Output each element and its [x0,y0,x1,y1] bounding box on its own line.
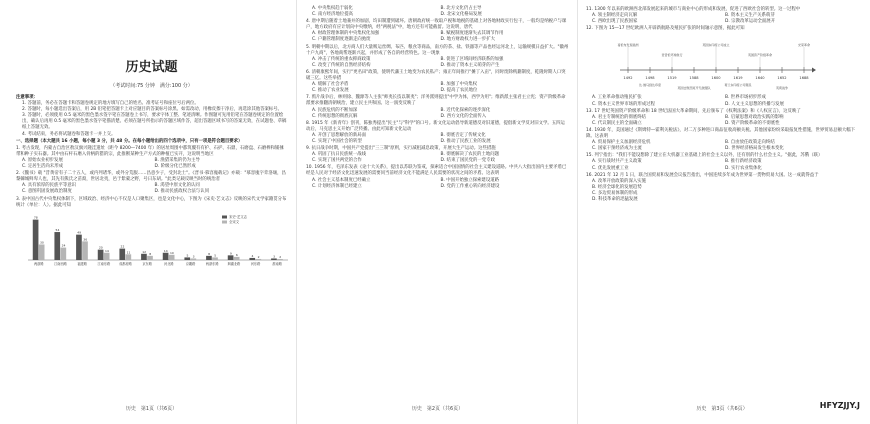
option: D. 推动民族政权合法与认同 [154,189,209,195]
timeline-year: 1619 [733,76,743,81]
option: A. 君主专制统治的彻底终结 [592,114,647,120]
question-4: 4. 唐中期后随着土地兼并的加剧，均田制遭到破坏。唐朝政府统一收取户税和地税的基础上对各地财政实行包干，一般均是纳税户与课户，地方政府有应计划向中央缴纳，经"两税法"中，地方还有可能截留。这说明，唐代 [306,19,567,31]
option: D. 北宋文化格局发展 [440,12,482,18]
bar [277,259,283,260]
option: B. 资本主义生产关系萌芽 [725,13,775,19]
bar [61,247,67,259]
option: A. 财政管理体制的中央集权化加强 [312,31,380,37]
bar [104,252,110,259]
timeline-event: 英国东印度公司成立 [702,43,730,48]
tick-label: 两浙路 [34,261,44,266]
timeline-arrow [812,68,816,73]
question-16: 16. 2021 年 12 月 1 日，联合国贸易和发展会议报告指出，中国连续多年成为世界第一货物贸易大国。这一成就得益于 [586,172,819,178]
option: D. 推动了资本主义萌芽的产生 [440,62,500,68]
data-label: 5 [214,253,217,258]
tick-label: 江南东路 [97,261,111,266]
legend-entry: 全宋文 [229,219,240,224]
question-5: 5. 明朝中期以后，北方商人们大量贩运丝绸、布匹、粮食等商品，南方的茶、盐、铁器等产品也经运河北上，运输规模日益扩大。"徽州十户九商"，各地商帮逐渐兴起，并形成了各自的经营特色。这一现象 [306,44,569,56]
bar [76,234,82,259]
bar [234,257,240,260]
data-label: 30 [39,240,44,245]
option: B. 彻底否定了传统文化 [440,132,486,138]
option: C. 西欧出现了民族国家 [592,19,638,25]
option: D. 推动了民族工业的发展 [440,138,491,144]
data-label: 54 [55,227,60,232]
option: D. 人文主义思想的传播与发展 [725,101,784,107]
tick-label: 淮南路 [272,261,282,266]
data-label: 8 [208,251,211,256]
page-footer: 历史 第1页（共6页） [125,406,178,412]
question-2: 2.《魏书》载 "昔黄帝有子二十五人，或内列诸华，或外分荒服……昌意少子，受封北土"。《晋书·慕容廆载记》亦载："慕容廆字弈洛瓌，昌黎棘城鲜卑人也，其先有熊氏之苗裔，世居北夷，邑于紫蒙之野，号曰东胡。"此类记载反映当时的统治者 [16,171,286,183]
page-2 [300,0,575,424]
page-divider [577,0,578,424]
options [586,166,858,172]
option: B. 推行新经济政策 [725,159,762,165]
question-12: 12. 下图为 15—17 世纪欧洲人开辟新航路及殖民扩张的时间轴示意图，据此可知 [586,26,745,32]
timeline-year: 1492 [623,76,633,81]
page-3 [580,0,864,424]
tick-label: 京东路 [142,261,152,266]
bar [39,244,45,260]
option: C. 改变了传统的自然经济结构 [312,62,371,68]
bar [98,249,104,259]
option: D. 结束了国民党的一党专政 [440,158,495,164]
option: D. 科技革命的迅猛发展 [592,196,638,202]
data-label: 12 [142,249,147,254]
options [306,139,569,145]
option: B. 中国开始独立探索建设道路 [440,177,499,183]
data-label: 10 [169,250,174,255]
question-6: 6. 清朝康熙年间，实行"更名田"政策，使明代藩王土地变为农民私产；雍正年间推行"摊丁入亩"，同时废除贱籍制度，乾隆时期人口突破三亿。这些举措 [306,69,566,82]
option: B. 世界市场初步形成 [725,95,766,101]
option: C. 计划经济体制已经建立 [312,183,362,189]
exam-code: HFYZJJY.J [819,401,860,410]
option: C. 代议制民主的全面确立 [592,120,642,126]
tick-label: 河东路 [250,261,261,266]
option: A. 工业革命推动殖民扩张 [592,95,642,101]
exam-subtitle: （考试时间:75 分钟 满分:100 分） [110,83,193,89]
notes-title: 注意事项： [16,95,38,100]
page-1 [10,0,293,424]
bar [119,248,125,259]
timeline-event: 哥伦布发现美洲 [617,43,639,48]
options [306,37,569,43]
tick-label: 福建路 [77,261,87,266]
legend-swatch [222,220,227,223]
option: C. 资本主义世界市场的形成过程 [592,101,655,107]
option: C. 国家干预经济成为主流 [592,146,642,152]
options [16,189,287,195]
timeline-year: 1688 [799,76,809,81]
question-13: 13. 17 世纪英国资产阶级革命和 18 世纪法国大革命期间，先后颁布了《权利法案》和《人权宣言》，这反映了 [586,108,801,114]
page-divider [296,0,297,424]
timeline-event: 英国资产阶级革命 [747,53,773,58]
option: B. 北方文化仍占主导 [440,6,482,11]
tick-label: 两浙东路 [205,261,219,266]
bar [169,255,175,260]
data-label: 6 [235,252,238,257]
data-label: 5 [186,253,189,258]
timeline-diagram [616,36,816,90]
option: C. 实现了国共两党的合作 [312,158,362,164]
option: C. 传统思想的彻底瓦解 [312,113,358,119]
bar [82,241,88,260]
option: B. 近代化探索的逐步深化 [440,107,491,113]
tick-label: 京畿路 [185,261,196,266]
option: A. 缓解了社会矛盾 [312,82,349,88]
note-item: 1. 答题前，务必在答题卡和答题卷规定的地方填写自己的姓名、准考证号和座位号后两位。 [22,101,199,107]
option: B. 赋税制度逐渐失去其调节作用 [440,31,504,37]
option: C. 户籍管理制度逐渐走向弛废 [312,37,371,43]
option: C. 南方经济地位提高 [312,12,353,18]
option: B. 渴望中原文化的认同 [154,183,200,189]
options [306,184,569,190]
question-7: 7. 鸦片战争后，林则徐、魏源等人主张"师夷长技以制夷"；洋务派则提出"中学为体，西学为用"；维新派主张君主立宪；资产阶级革命派要求推翻清朝统治，建立民主共和国。这一演变反映了 [306,95,566,107]
options [586,19,858,25]
tick-label: 河北路 [164,261,174,266]
bar [126,254,132,260]
option: C. 多边贸易体制的形成 [592,190,638,196]
bar [256,259,262,260]
timeline-event: 达·伽马到达印度 [639,83,661,88]
question-10: 10. 1956 年，毛泽东发表《论十大关系》，提出以苏联为鉴戒，探索适合中国国情的社会主义建设道路。中共八大指出国内主要矛盾已经是人民对于经济文化迅速发展的需要同当前经济文化不能满足人民需要的状况之间的矛盾。这表明 [306,165,567,177]
legend-entry: 宋史·艺文志 [229,214,248,219]
options [306,114,569,120]
data-label: 11 [126,249,131,254]
timeline-event: 荷兰东印度公司殖民 [724,83,752,88]
bar [271,258,277,260]
bar [206,256,212,260]
data-label: 36 [83,237,88,242]
options [586,102,858,108]
bar [212,257,218,260]
data-label: 24 [61,243,66,248]
question-3: 3. 表中国古代中央集权体制下，区域政治、经济中心不仅是人口聚集区，也是文化中心，下图为《宋史·艺文志》反映的宋代文学家籍贯分布统计（单位：人）。据此可知 [16,196,287,208]
data-label: 4 [251,253,254,258]
data-label: 49 [77,230,82,235]
options [306,12,569,18]
note-item: 3. 答题时，必须使用 0.5 毫米的黑色墨水签字笔在答题卷上书写，要求字体工整、笔迹清晰。作图题可先用铅笔在答题卷规定的位置绘出，确认后再用 0.5 毫米的黑色墨水签字笔描清楚。必须在题号所指示的答题区域作答，超出答题区域书写的答案无效，在试题卷、草稿纸上答题无效。 [22,113,287,131]
option: A. 社会主义基本制度已经确立 [312,177,371,183]
option: B. 促进了区域间经济联系的加强 [440,56,504,62]
option: C. 意图巩固发展政治制度 [22,189,72,195]
data-label: 3 [192,254,195,259]
data-label: 14 [163,248,168,253]
page-footer: 历史 第2页（共6页） [411,406,464,412]
option: A. 冲击了传统的重农抑商政策 [312,56,371,62]
bar [249,258,255,260]
data-label: 78 [33,215,38,220]
question-14: 14. 1930 年，美国通过《斯姆特—霍利关税法》，对二万多种进口商品征收高额关税。其他国家纷纷采取报复性措施，世界贸易总额大幅下降。这表明 [586,127,856,140]
bar [33,219,39,259]
timeline-year: 1640 [755,76,765,81]
data-label: 20 [98,245,103,250]
option: A. 原始农业初步发展 [22,157,63,163]
option: D. 宗教改革运动全面展开 [725,19,776,25]
timeline-year: 1498 [645,76,655,81]
question-15: 15. 列宁指出："我们不能设想除了建立在大机器工业基础上的社会主义以外，还有别的什么社会主义。"据此，苏俄（联） [586,153,823,159]
options [306,88,569,94]
option: B. 启蒙思想对政治实践的影响 [725,114,784,120]
option: B. 自由放任政策走向终结 [725,140,775,146]
data-label: 9 [229,251,232,256]
bar [191,258,197,260]
section-heading: 一、选择题（本大题共 16 小题，每小题 3 分，共 48 分。在每小题给出的四个选项中，只有一项是符合题目要求） [16,138,243,144]
tick-label: 成都府路 [119,261,132,266]
bar [141,253,147,259]
bar-chart [22,212,292,274]
option: D. 实行农业集体化 [725,165,762,171]
legend-swatch [222,215,227,218]
timeline-year: 1652 [777,76,787,81]
bar [147,256,153,260]
option: C. 定居生活尚未形成 [22,164,63,170]
options [586,121,858,127]
option: B. 加强了中央集权 [440,82,478,88]
question-11: 11. 1300 年以来的欧洲西北部发展起来的城市与商业中心的形成和发展，促进了西欧社会的转型。这一过程中 [586,7,801,12]
data-label: 2 [257,254,260,259]
timeline-event: 英国击败西班牙无敌舰队 [677,86,711,91]
bar [163,252,169,259]
option: D. 党的工作重心转向经济建设 [440,183,500,189]
options [586,146,858,152]
note-item: 2. 答题时，每小题选出答案后，用 2B 铅笔把答题卡上对应题目的答案标号涂黑。如需改动，用橡皮擦干净后，再选涂其他答案标号。 [22,107,283,113]
option: A. 开创了思想解放的新局面 [312,132,367,138]
question-9: 9. 抗日战争时期，中国共产党提出"三三制"原则，实行减租减息政策，开展大生产运动。这些措施 [306,146,496,152]
data-label: 14 [104,248,109,253]
option: A. 具有浓厚的民族平等意识 [22,183,77,189]
option: A. 领主制经济走向瓦解 [592,13,638,19]
timeline-year: 1519 [667,76,677,81]
timeline-year: 1588 [689,76,699,81]
option: D. 提高了农民地位 [440,88,478,94]
option: B. 经济全球化的发展趋势 [592,184,642,190]
option: B. 彻底解决了农民的土地问题 [440,152,499,158]
option: A. 贸易保护主义加剧经济危机 [592,140,651,146]
timeline-event: 麦哲伦环球航行 [661,53,683,58]
page-footer: 历史 第3页（共6页） [696,406,748,412]
question-8: 8. 1915 年《新青年》创刊，陈独秀提出"民主"与"科学"的口号。新文化运动倡导新道德反对旧道德，提倡新文学反对旧文学。五四运动后，马克思主义开始广泛传播。由此可知新文化运动 [306,120,565,132]
option: D. 资产阶级革命的不彻底性 [725,120,780,126]
tick-label: 江南西路 [54,261,67,266]
option: A. 巩固了抗日民族统一战线 [312,152,367,158]
bar [228,255,234,260]
option: B. 渔猎采集的仍为主导 [154,157,200,163]
option: A. 民族危机的不断加深 [312,107,358,113]
option: A. 中央集权趋于弱化 [312,6,353,11]
options [306,158,569,164]
question-1: 1. 考古发现，内蒙古自治区敖汉旗兴隆洼遗址（距今 8200—7400 年）的居址周围中都筑覆有有护、石护、石鼎，石磨盘、石磨棒和铺捶带和种子实石器。其中由石杆石磨入骨柄的猎的宗，此推断某种生产方式的种植已实开，这说明当地区 [16,145,284,157]
option: D. 地方财政权力进一步扩大 [440,37,495,43]
data-label: 3 [273,254,276,259]
timeline-year: 1600 [711,76,721,81]
option: C. 实现了中国社会的转型 [312,138,362,144]
exam-title: 历史试题 [125,60,178,75]
timeline-event: 光荣革命 [797,43,811,48]
bar [54,232,60,260]
tick-label: 荆湖北路 [227,261,241,266]
data-label: 2 [279,254,282,259]
option: C. 推动了农业发展 [312,88,349,94]
timeline-event: 英荷战争 [775,86,789,91]
bar [184,257,190,260]
data-label: 22 [120,244,125,249]
option: D. 阶级分化已然形成 [154,164,196,170]
data-label: 8 [149,251,152,256]
options [16,164,287,170]
option: D. 西方文化的全面传入 [440,113,487,119]
note-item: 4. 考试结束，务必将试题卷和答题卡一并上交。 [22,131,116,137]
option: A. 改革开放政策的深入实施 [592,178,647,184]
options [306,63,569,69]
option: D. 世界经济格局发生根本变化 [725,146,784,152]
option: C. 优先发展重工业 [592,165,629,171]
option: A. 实行战时共产主义政策 [592,159,642,165]
